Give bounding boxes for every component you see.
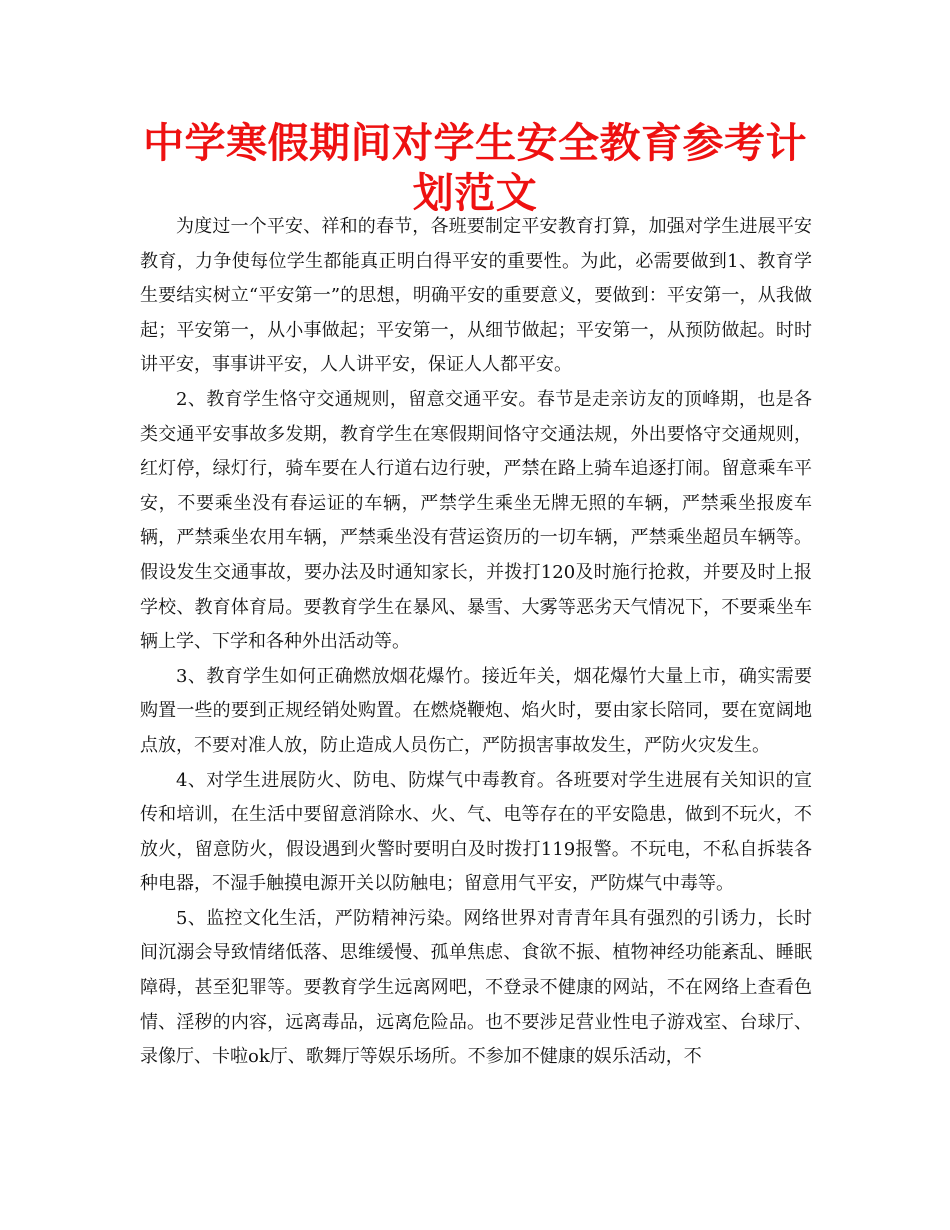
paragraph-fireworks-safety: 3、教育学生如何正确燃放烟花爆竹。接近年关，烟花爆竹大量上市，确实需要购置一些的要到正规经销处购置。在燃烧鞭炮、焰火时，要由家长陪同，要在宽阔地点放，不要对准人放，防止造成人员伤亡，严防损害事故发生，严防火灾发生。 (140, 665, 812, 756)
document-body (140, 210, 812, 1075)
paragraph-cultural-life: 5、监控文化生活，严防精神污染。网络世界对青青年具有强烈的引诱力，长时间沉溺会导致情绪低落、思维缓慢、孤单焦虑、食欲不振、植物神经功能紊乱、睡眠障碍，甚至犯罪等。要教育学生远离网吧，不登录不健康的网站，不在网络上查看色情、淫秽的内容，远离毒品，远离危险品。也不要涉足营业性电子游戏室、台球厅、录像厅、卡啦ok厅、歌舞厅等娱乐场所。不参加不健康的娱乐活动，不 (140, 907, 812, 1068)
paragraph-traffic-safety: 2、教育学生恪守交通规则，留意交通平安。春节是走亲访友的顶峰期，也是各类交通平安事故多发期，教育学生在寒假期间恪守交通法规，外出要恪守交通规则，红灯停，绿灯行，骑车要在人行道右边行驶，严禁在路上骑车追逐打闹。留意乘车平安，不要乘坐没有春运证的车辆，严禁学生乘坐无牌无照的车辆，严禁乘坐报废车辆，严禁乘坐农用车辆，严禁乘坐没有营运资历的一切车辆，严禁乘坐超员车辆等。假设发生交通事故，要办法及时通知家长，并拨打120及时施行抢救，并要及时上报学校、教育体育局。要教育学生在暴风、暴雪、大雾等恶劣天气情况下，不要乘坐车辆上学、下学和各种外出活动等。 (140, 388, 812, 653)
paragraph-fire-electric-gas-safety: 4、对学生进展防火、防电、防煤气中毒教育。各班要对学生进展有关知识的宣传和培训，在生活中要留意消除水、火、气、电等存在的平安隐患，做到不玩火，不放火，留意防火，假设遇到火警时要明白及时拨打119报警。不玩电，不私自拆装各种电器，不湿手触摸电源开关以防触电；留意用气平安，严防煤气中毒等。 (140, 769, 812, 895)
paragraph-intro: 为度过一个平安、祥和的春节，各班要制定平安教育打算，加强对学生进展平安教育，力争使每位学生都能真正明白得平安的重要性。为此，必需要做到1、教育学生要结实树立“平安第一”的思想，明确平安的重要意义，要做到：平安第一，从我做起；平安第一，从小事做起；平安第一，从细节做起；平安第一，从预防做起。时时讲平安，事事讲平安，人人讲平安，保证人人都平安。 (140, 216, 812, 376)
document-title: 中学寒假期间对学生安全教育参考计划范文 (143, 119, 807, 217)
